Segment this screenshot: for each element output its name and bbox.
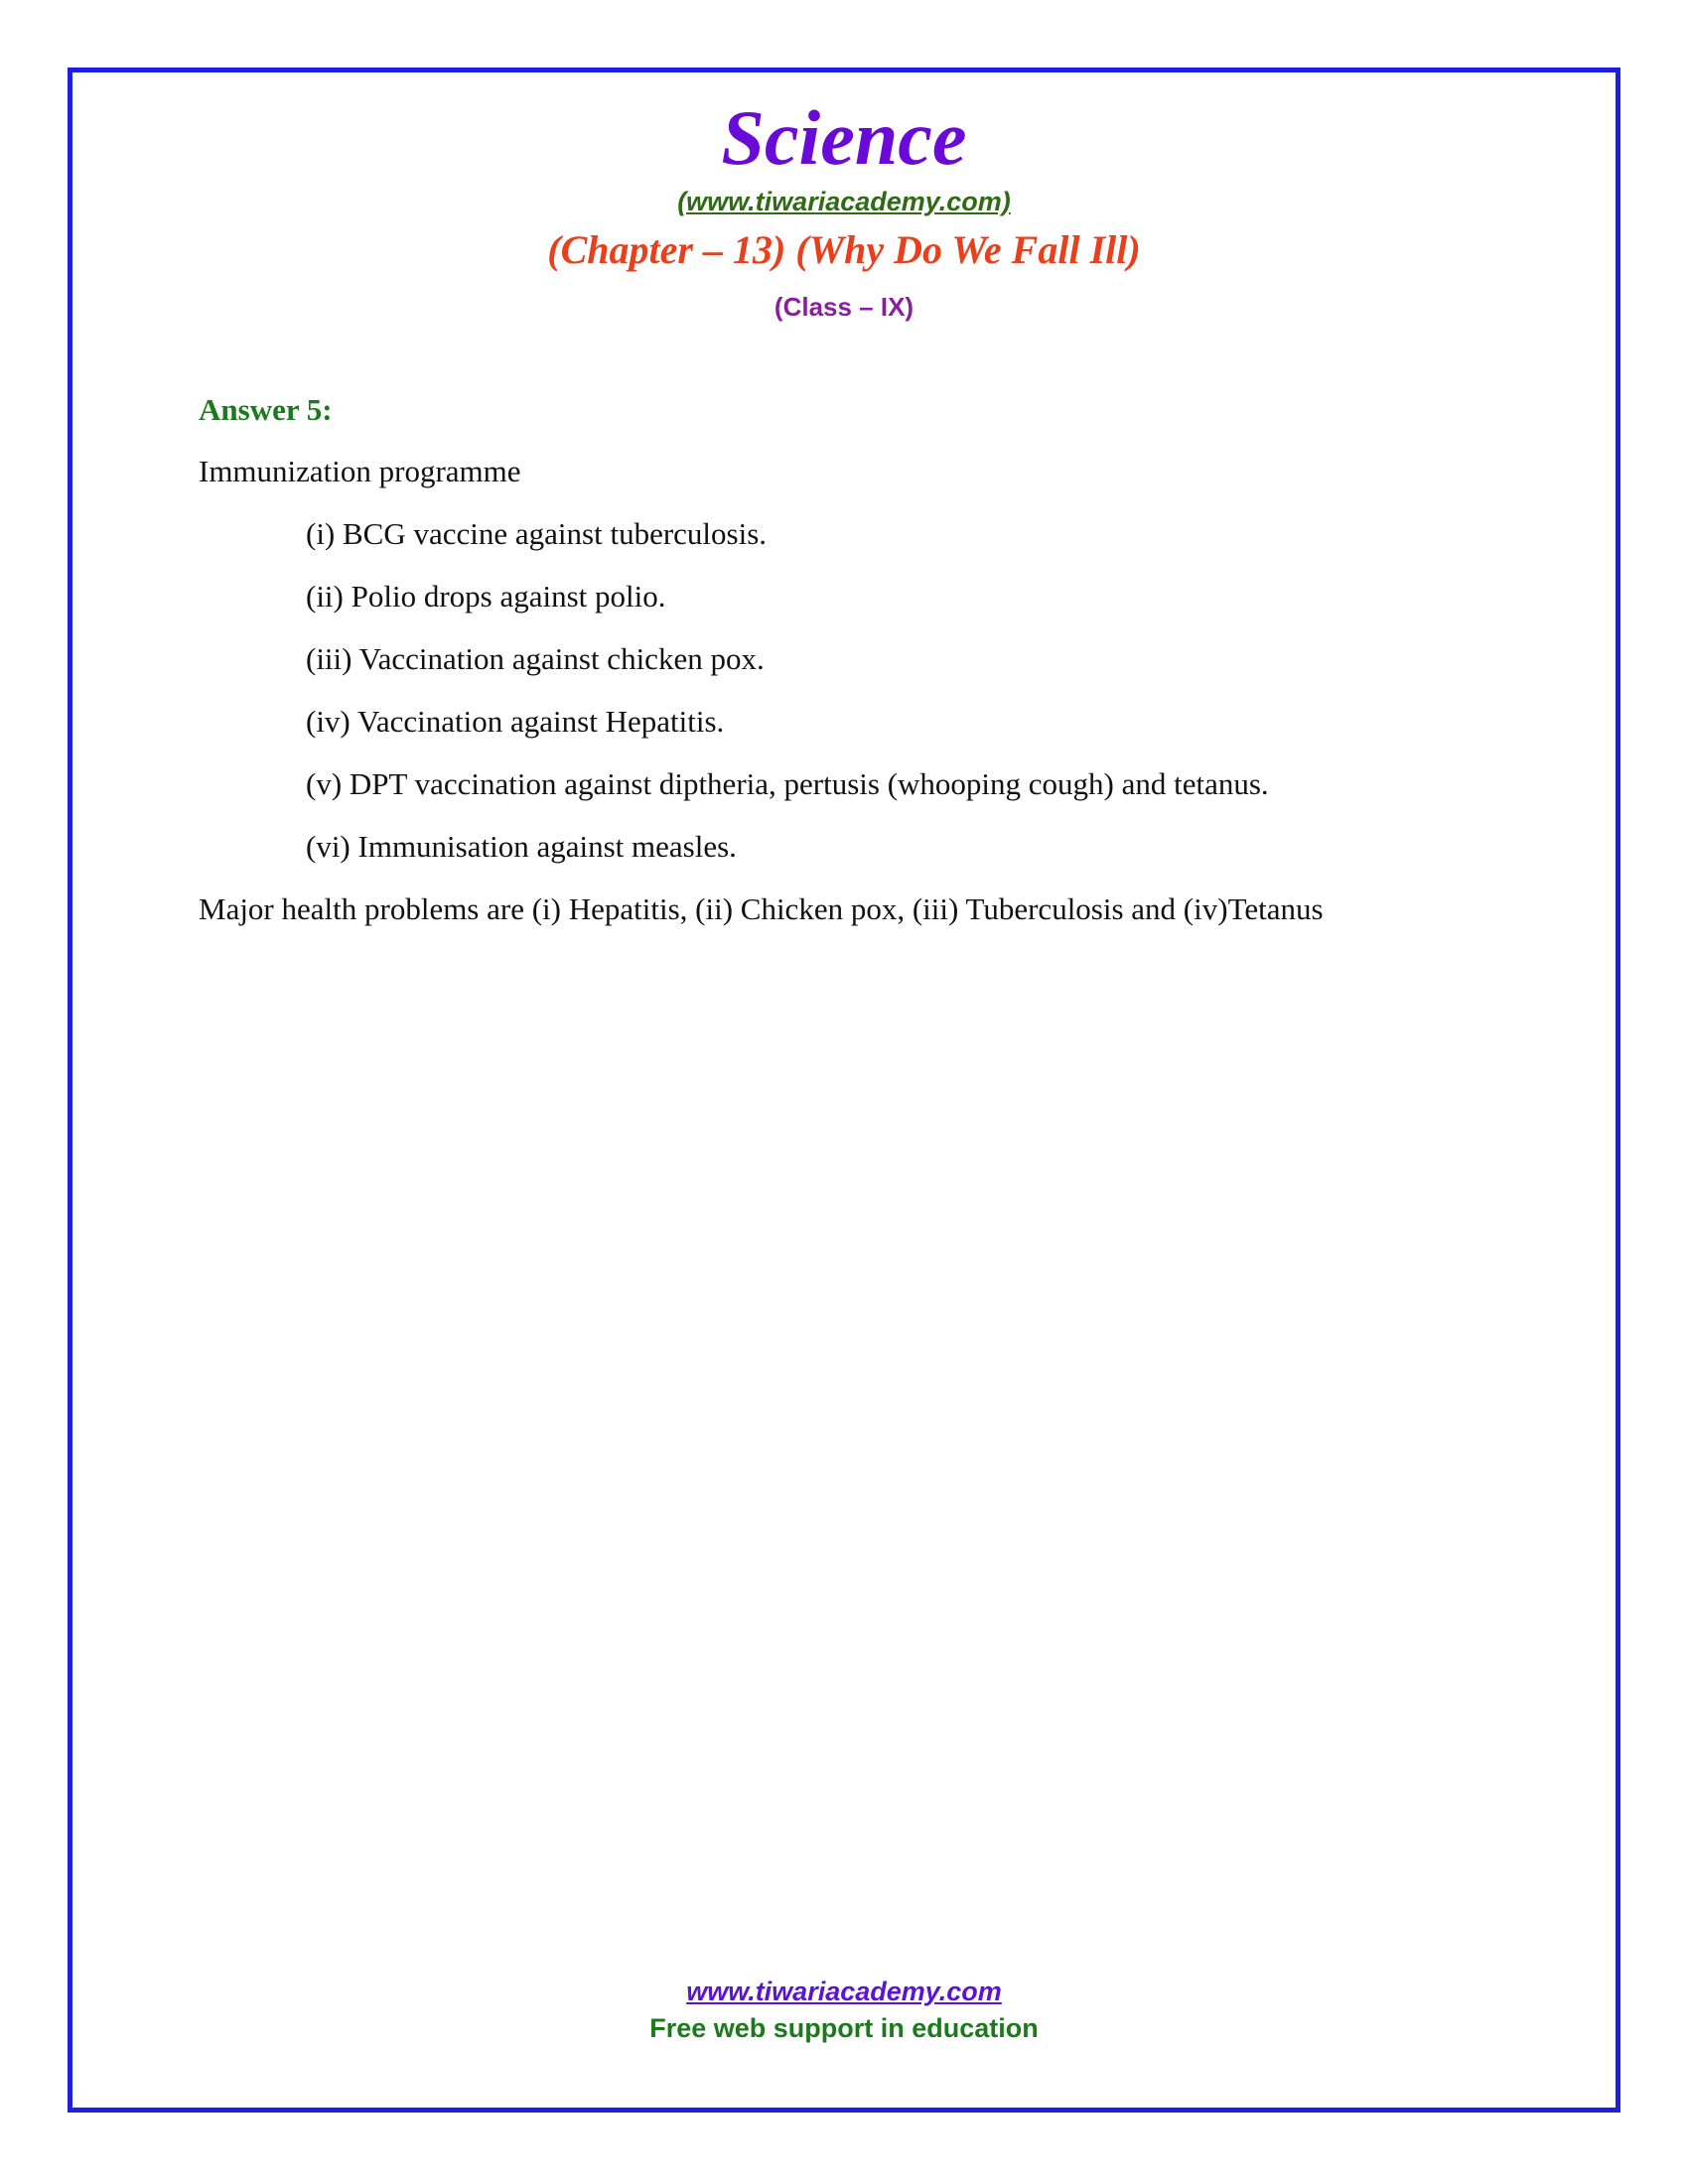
- list-item: (iii) Vaccination against chicken pox.: [306, 641, 765, 676]
- header-url[interactable]: [0, 189, 1688, 215]
- header-url-link[interactable]: (www.tiwariacademy.com): [677, 187, 1011, 216]
- list-item: (ii) Polio drops against polio.: [306, 579, 666, 614]
- footer-url[interactable]: [0, 1979, 1688, 2005]
- list-item: (iv) Vaccination against Hepatitis.: [306, 704, 725, 739]
- page-border: [68, 68, 1620, 2113]
- footer-tagline: Free web support in education: [649, 2013, 1039, 2043]
- list-item: (v) DPT vaccination against diptheria, pertusis (whooping cough) and tetanus.: [306, 766, 1269, 801]
- answer-heading: Answer 5:: [199, 392, 333, 427]
- class-label: (Class – IX): [774, 292, 914, 322]
- footer-url-link[interactable]: www.tiwariacademy.com: [686, 1977, 1002, 2006]
- list-item: (i) BCG vaccine against tuberculosis.: [306, 516, 768, 551]
- list-item: (vi) Immunisation against measles.: [306, 829, 737, 864]
- answer-intro: Immunization programme: [199, 454, 521, 488]
- chapter-title: (Chapter – 13) (Why Do We Fall Ill): [547, 227, 1141, 272]
- answer-conclusion: Major health problems are (i) Hepatitis, (ii) Chicken pox, (iii) Tuberculosis and (iv)Tetanus: [199, 891, 1324, 926]
- page-title: Science: [721, 94, 967, 181]
